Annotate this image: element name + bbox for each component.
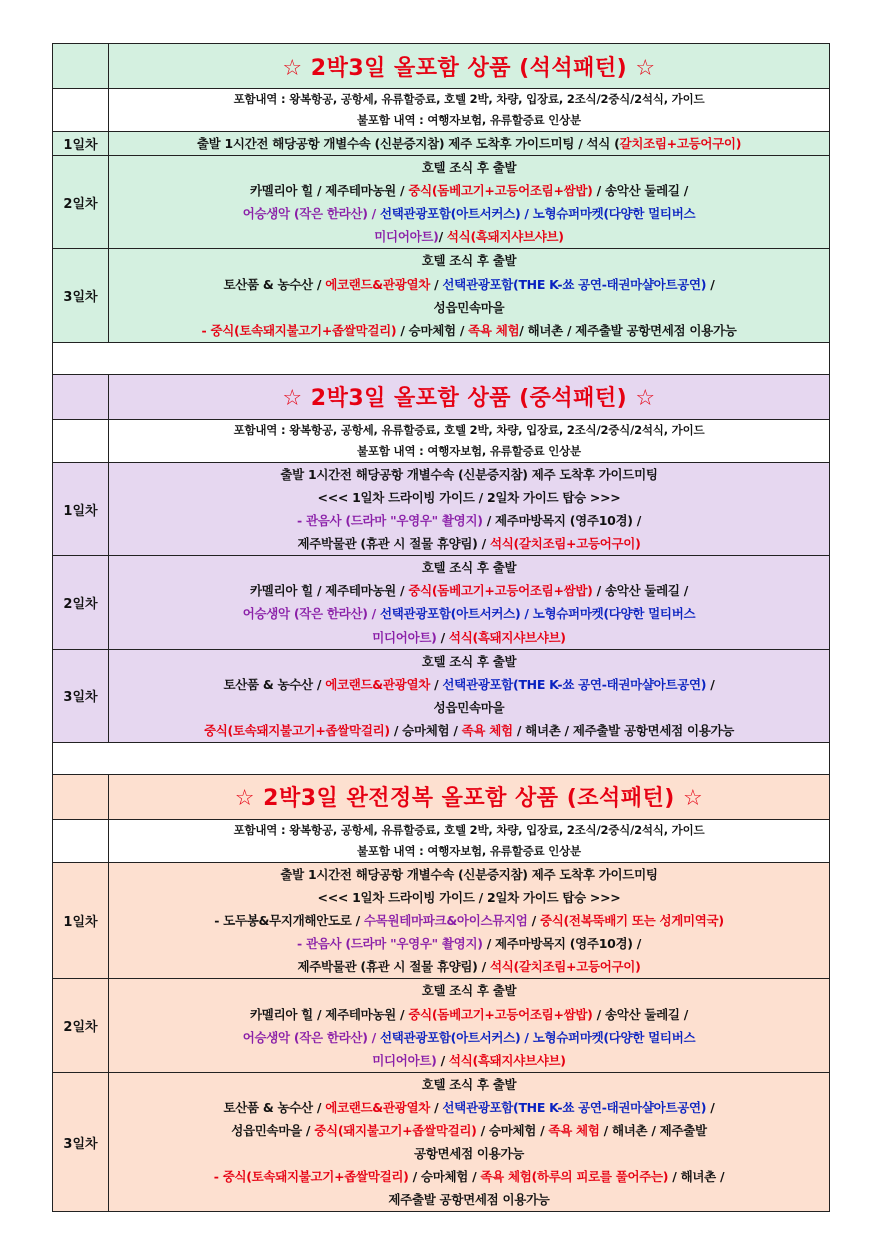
schedule-segment: 족욕 체험 xyxy=(548,1123,600,1138)
schedule-segment: 출발 1시간전 해당공항 개별수속 (신분증지참) 제주 도착후 가이드미팅 xyxy=(280,466,658,482)
schedule-segment: / 해녀촌 / 제주출발 공항면세점 이용가능 xyxy=(512,722,735,738)
includes-label-cell xyxy=(53,819,109,862)
schedule-segment: / xyxy=(436,629,449,645)
schedule-segment: 성읍민속마을 / xyxy=(231,1123,315,1138)
schedule-line xyxy=(109,179,829,202)
schedule-segment: 어승생악 (작은 한라산) / xyxy=(242,606,380,622)
excludes-text: 불포함 내역 : 여행자보험, 유류할증료 인상분 xyxy=(357,113,581,127)
schedule-segment: / 승마체험 / xyxy=(396,322,469,338)
schedule-line xyxy=(109,486,829,509)
schedule-line xyxy=(109,273,829,296)
schedule-segment: 석식(흑돼지샤브샤브) xyxy=(448,1052,566,1068)
schedule-segment: 선택관광포함(아트서커스) / 노형슈퍼마켓(다양한 멀티버스 xyxy=(380,206,696,222)
day-row xyxy=(53,1072,830,1212)
includes-text: 포함내역 : 왕복항공, 공항세, 유류할증료, 호텔 2박, 차량, 입장료, 2조식/2중식/2석식, 가이드 xyxy=(233,92,705,106)
schedule-segment: 선택관광포함(아트서커스) / 노형슈퍼마켓(다양한 멀티버스 xyxy=(380,1029,696,1045)
itinerary-table xyxy=(52,43,830,1212)
schedule-line xyxy=(109,1073,829,1096)
schedule-segment: / xyxy=(430,1099,443,1115)
schedule-line xyxy=(109,1003,829,1026)
schedule-segment: 호텔 조식 후 출발 xyxy=(421,653,517,669)
day-row xyxy=(53,979,830,1072)
day-schedule xyxy=(109,649,830,742)
schedule-line xyxy=(109,1142,829,1165)
schedule-segment: 출발 1시간전 해당공항 개별수속 (신분증지참) 제주 도착후 가이드미팅 xyxy=(280,866,658,882)
includes-cell xyxy=(109,89,830,132)
schedule-segment: 선택관광포함(THE K-쑈 공연-태권마샬아트공연) xyxy=(442,276,707,292)
schedule-segment: 호텔 조식 후 출발 xyxy=(421,983,517,999)
schedule-line xyxy=(109,979,829,1002)
schedule-segment: 선택관광포함(THE K-쑈 공연-태권마샬아트공연) xyxy=(442,1099,707,1115)
schedule-line xyxy=(109,650,829,673)
schedule-line xyxy=(109,156,829,179)
includes-cell xyxy=(109,419,830,462)
schedule-segment: 토산품 & 농수산 / xyxy=(223,1099,326,1115)
schedule-segment: 중식(토속돼지불고기+좁쌀막걸리) xyxy=(203,722,390,738)
includes-text: 포함내역 : 왕복항공, 공항세, 유류할증료, 호텔 2박, 차량, 입장료, 2조식/2중식/2석식, 가이드 xyxy=(233,422,705,437)
day-schedule xyxy=(109,979,830,1072)
schedule-segment: 에코랜드&관광열차 xyxy=(325,676,431,692)
excludes-text: 불포함 내역 : 여행자보험, 유류할증료 인상분 xyxy=(357,443,581,458)
schedule-segment: 카멜리아 힐 / 제주테마농원 / xyxy=(250,1006,409,1022)
includes-cell xyxy=(109,819,830,862)
schedule-segment: 토산품 & 농수산 / xyxy=(223,276,326,292)
itinerary-table-body xyxy=(53,44,830,1212)
schedule-segment: / 송악산 둘레길 / xyxy=(592,583,688,599)
schedule-segment: 호텔 조식 후 출발 xyxy=(421,253,517,269)
schedule-segment: 석식(갈치조림+고등어구이) xyxy=(489,959,641,975)
schedule-segment: 중식(돔베고기+고등어조림+쌈밥) xyxy=(408,1006,593,1022)
schedule-segment: 석식(흑돼지샤브샤브) xyxy=(448,629,566,645)
schedule-segment: / xyxy=(436,1052,449,1068)
schedule-segment: 어승생악 (작은 한라산) / xyxy=(242,1029,380,1045)
day-label: 1일차 xyxy=(53,862,109,978)
day-label: 1일차 xyxy=(53,462,109,555)
includes-row xyxy=(53,89,830,132)
schedule-segment: 제주박물관 (휴관 시 절물 휴양림) / xyxy=(297,536,490,552)
schedule-segment: 중식(돼지불고기+좁쌀막걸리) xyxy=(314,1123,477,1138)
schedule-segment: / xyxy=(706,676,715,692)
schedule-segment: 선택관광포함(THE K-쑈 공연-태권마샬아트공연) xyxy=(442,676,707,692)
schedule-line xyxy=(109,463,829,486)
schedule-segment: 어승생악 (작은 한라산) / xyxy=(242,206,380,222)
includes-label-cell xyxy=(53,89,109,132)
schedule-segment: / 승마체험 / xyxy=(476,1123,549,1138)
day-row xyxy=(53,132,830,156)
schedule-line xyxy=(109,296,829,319)
day-row xyxy=(53,862,830,978)
section-gap xyxy=(53,742,830,774)
section-gap xyxy=(53,342,830,374)
includes-label-cell xyxy=(53,419,109,462)
schedule-line xyxy=(109,1049,829,1072)
section-gap-row xyxy=(53,742,830,774)
schedule-line xyxy=(109,863,829,886)
schedule-line xyxy=(109,886,829,909)
schedule-segment: 성읍민속마을 xyxy=(433,699,505,715)
day-schedule xyxy=(109,862,830,978)
day-row xyxy=(53,556,830,649)
day-schedule xyxy=(109,156,830,249)
schedule-segment: 석식(갈치조림+고등어구이) xyxy=(489,536,641,552)
schedule-segment: 중식(전복뚝배기 또는 성게미역국) xyxy=(539,913,724,929)
day-schedule xyxy=(109,1072,830,1212)
schedule-segment: / 해녀촌 / xyxy=(668,1169,725,1185)
schedule-line xyxy=(109,225,829,248)
day-schedule xyxy=(109,556,830,649)
schedule-line xyxy=(109,626,829,649)
day-schedule xyxy=(109,132,830,156)
schedule-line xyxy=(109,532,829,555)
schedule-line xyxy=(109,579,829,602)
day-row xyxy=(53,249,830,342)
schedule-segment: 족욕 체험 xyxy=(461,722,513,738)
schedule-line xyxy=(109,202,829,225)
section-gap-row xyxy=(53,342,830,374)
schedule-segment: 수목원테마파크&아이스뮤지엄 xyxy=(363,913,528,929)
section-title: ☆ 2박3일 완전정복 올포함 상품 (조석패턴) ☆ xyxy=(109,774,830,819)
schedule-line xyxy=(109,719,829,742)
schedule-segment: 석식(흑돼지샤브샤브) xyxy=(446,229,564,245)
section-title-row xyxy=(53,374,830,419)
schedule-segment: / 해녀촌 / 제주출발 공항면세점 이용가능 xyxy=(519,322,737,338)
schedule-segment: 갈치조림+고등어구이) xyxy=(619,136,742,151)
title-label-cell xyxy=(53,44,109,89)
day-label: 3일차 xyxy=(53,1072,109,1212)
schedule-line xyxy=(109,556,829,579)
schedule-segment: 중식(돔베고기+고등어조림+쌈밥) xyxy=(408,583,593,599)
schedule-segment: / 승마체험 / xyxy=(408,1169,481,1185)
day-schedule xyxy=(109,462,830,555)
section-title: ☆ 2박3일 올포함 상품 (중석패턴) ☆ xyxy=(109,374,830,419)
schedule-segment: <<< 1일차 드라이빙 가이드 / 2일차 가이드 탑승 >>> xyxy=(317,489,621,505)
day-label: 2일차 xyxy=(53,156,109,249)
schedule-segment: 출발 1시간전 해당공항 개별수속 (신분증지참) 제주 도착후 가이드미팅 / 석식 ( xyxy=(196,136,620,151)
schedule-segment: 카멜리아 힐 / 제주테마농원 / xyxy=(250,583,409,599)
day-label: 3일차 xyxy=(53,249,109,342)
schedule-segment: / xyxy=(438,229,447,245)
includes-text: 포함내역 : 왕복항공, 공항세, 유류할증료, 호텔 2박, 차량, 입장료, 2조식/2중식/2석식, 가이드 xyxy=(233,822,705,837)
schedule-segment: 제주출발 공항면세점 이용가능 xyxy=(388,1192,550,1208)
schedule-line xyxy=(109,1188,829,1211)
day-schedule xyxy=(109,249,830,342)
schedule-segment: 미디어아트) xyxy=(372,629,437,645)
schedule-line xyxy=(109,1096,829,1119)
section-title-row xyxy=(53,44,830,89)
schedule-segment: / 승마체험 / xyxy=(389,722,462,738)
day-row xyxy=(53,156,830,249)
schedule-line xyxy=(109,1119,829,1142)
title-label-cell xyxy=(53,774,109,819)
schedule-segment: / 해녀촌 / 제주출발 xyxy=(599,1123,707,1138)
section-title: ☆ 2박3일 올포함 상품 (석석패턴) ☆ xyxy=(109,44,830,89)
title-label-cell xyxy=(53,374,109,419)
schedule-segment: / xyxy=(706,1099,715,1115)
schedule-line xyxy=(109,249,829,272)
schedule-line xyxy=(109,602,829,625)
day-label: 1일차 xyxy=(53,132,109,156)
day-label: 2일차 xyxy=(53,979,109,1072)
schedule-segment: 미디어아트) xyxy=(374,229,439,245)
schedule-line xyxy=(109,673,829,696)
schedule-segment: / 제주마방목지 (영주10경) / xyxy=(482,936,641,952)
includes-row xyxy=(53,819,830,862)
schedule-segment: 미디어아트) xyxy=(372,1052,437,1068)
day-label: 2일차 xyxy=(53,556,109,649)
schedule-segment: / 제주마방목지 (영주10경) / xyxy=(482,513,641,529)
schedule-segment: / 송악산 둘레길 / xyxy=(592,1006,688,1022)
schedule-segment: / xyxy=(527,913,540,929)
schedule-segment: / xyxy=(430,676,443,692)
schedule-segment: <<< 1일차 드라이빙 가이드 / 2일차 가이드 탑승 >>> xyxy=(317,890,621,906)
schedule-segment: - 도두봉&무지개해안도로 / xyxy=(214,913,364,929)
schedule-segment: / 송악산 둘레길 / xyxy=(592,183,688,199)
schedule-segment: 선택관광포함(아트서커스) / 노형슈퍼마켓(다양한 멀티버스 xyxy=(380,606,696,622)
schedule-segment: 호텔 조식 후 출발 xyxy=(421,560,517,576)
schedule-segment: - 관음사 (드라마 "우영우" 촬영지) xyxy=(297,936,483,952)
schedule-segment: - 관음사 (드라마 "우영우" 촬영지) xyxy=(297,513,483,529)
schedule-segment: 카멜리아 힐 / 제주테마농원 / xyxy=(250,183,409,199)
schedule-segment: 족욕 체험(하루의 피로를 풀어주는) xyxy=(480,1169,669,1185)
section-title-row xyxy=(53,774,830,819)
schedule-segment: - 중식(토속돼지불고기+좁쌀막걸리) xyxy=(213,1169,409,1185)
schedule-segment: 족욕 체험 xyxy=(468,322,520,338)
schedule-segment: 토산품 & 농수산 / xyxy=(223,676,326,692)
schedule-line xyxy=(109,955,829,978)
schedule-segment: 호텔 조식 후 출발 xyxy=(421,160,517,176)
includes-row xyxy=(53,419,830,462)
schedule-segment: 제주박물관 (휴관 시 절물 휴양림) / xyxy=(297,959,490,975)
schedule-segment: 중식(돔베고기+고등어조림+쌈밥) xyxy=(408,183,593,199)
schedule-segment: 에코랜드&관광열차 xyxy=(325,276,431,292)
schedule-line xyxy=(109,909,829,932)
schedule-line xyxy=(109,1026,829,1049)
schedule-segment: / xyxy=(706,276,715,292)
schedule-line xyxy=(109,1165,829,1188)
schedule-segment: 성읍민속마을 xyxy=(433,299,505,315)
schedule-line xyxy=(109,932,829,955)
day-label: 3일차 xyxy=(53,649,109,742)
schedule-segment: 호텔 조식 후 출발 xyxy=(421,1076,517,1092)
schedule-line xyxy=(109,696,829,719)
schedule-line xyxy=(109,509,829,532)
excludes-text: 불포함 내역 : 여행자보험, 유류할증료 인상분 xyxy=(357,843,581,858)
schedule-segment: 에코랜드&관광열차 xyxy=(325,1099,431,1115)
schedule-segment: 공항면세점 이용가능 xyxy=(413,1146,525,1162)
schedule-line xyxy=(109,319,829,342)
schedule-segment: / xyxy=(430,276,443,292)
schedule-segment: - 중식(토속돼지불고기+좁쌀막걸리) xyxy=(201,322,397,338)
day-row xyxy=(53,649,830,742)
schedule-line xyxy=(109,132,829,155)
day-row xyxy=(53,462,830,555)
